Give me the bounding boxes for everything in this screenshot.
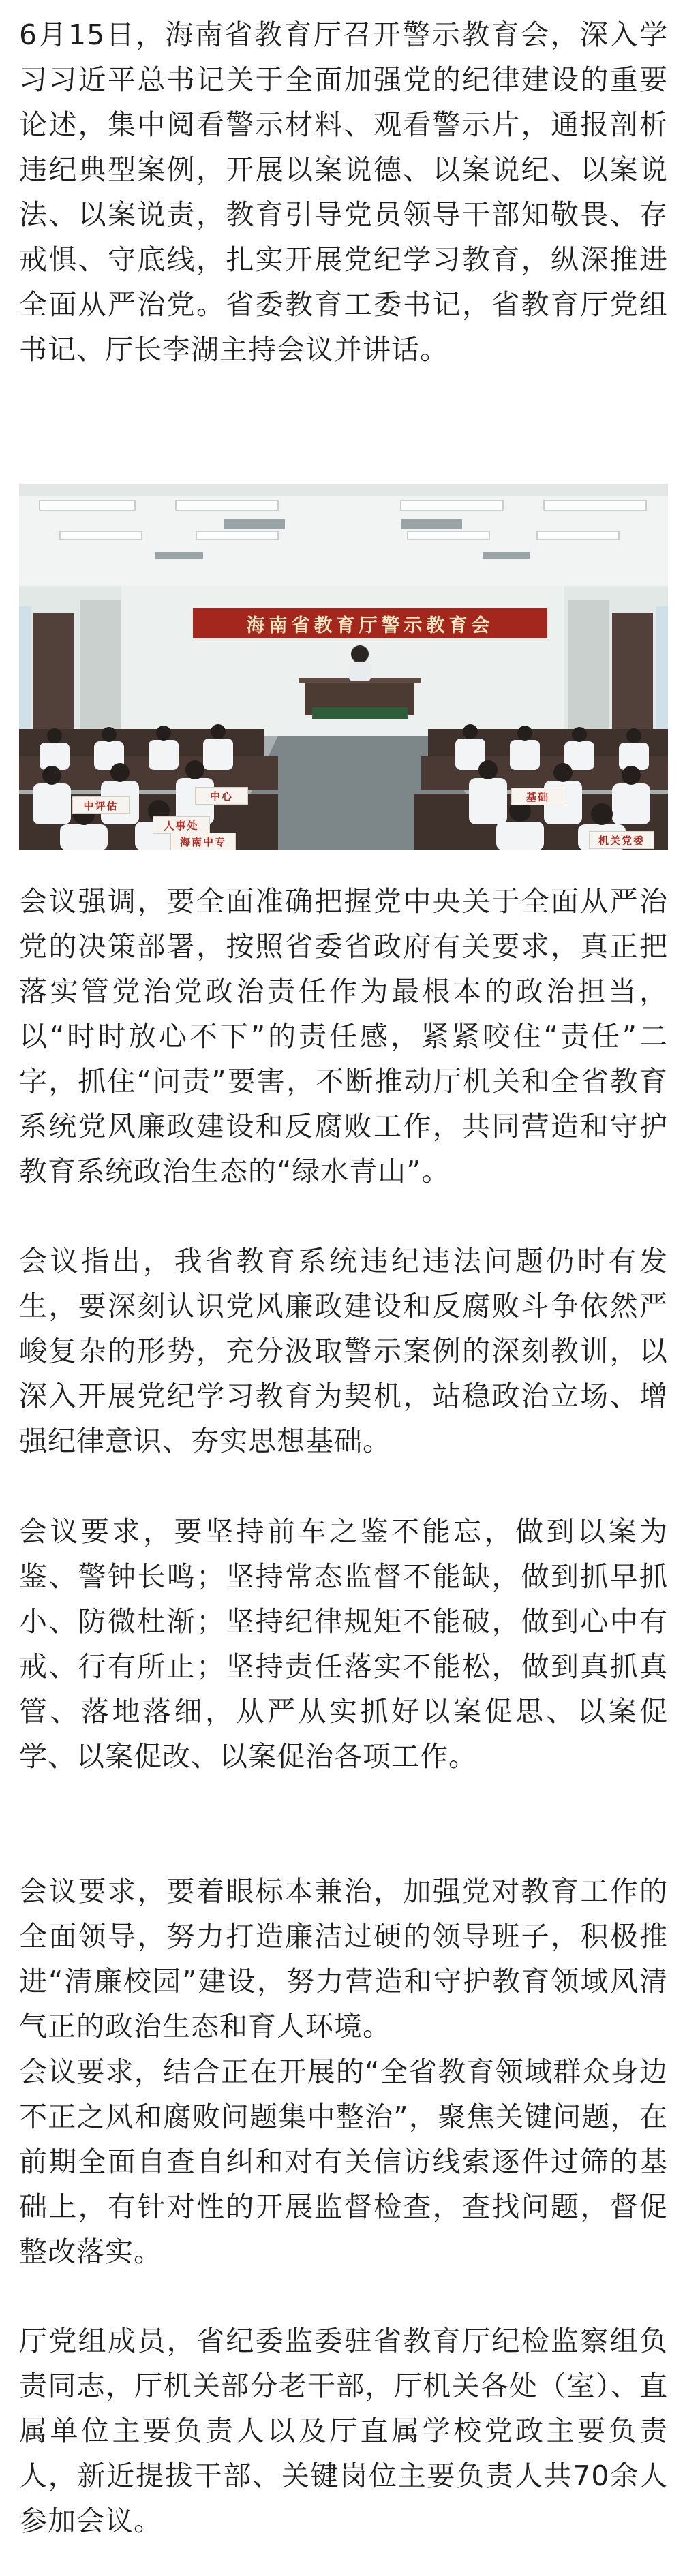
article-paragraph-2: 会议强调，要全面准确把握党中央关于全面从严治党的决策部署，按照省委省政府有关要求，真正把落实管党治党政治责任作为最根本的政治担当，以“时时放心不下”的责任感，紧紧咬住“责任”二字，抓住“问责”要害，不断推动厅机关和全省教育系统党风廉政建设和反腐败工作，共同营造和守护教育系统政治生态的“绿水青山”。 [19,885,668,1188]
article-paragraph-1: 6月15日，海南省教育厅召开警示教育会，深入学习习近平总书记关于全面加强党的纪律建设的重要论述，集中阅看警示材料、观看警示片，通报剖析违纪典型案例，开展以案说德、以案说纪、以案说法、以案说责，教育引导党员领导干部知敬畏、存戒惧、守底线，扎实开展党纪学习教育，纵深推进全面从严治党。省委教育工委书记，省教育厅党组书记、厅长李湖主持会议并讲话。 [19,18,668,366]
article-paragraph-4: 会议要求，要坚持前车之鉴不能忘，做到以案为鉴、警钟长鸣；坚持常态监督不能缺，做到抓早抓小、防微杜渐；坚持纪律规矩不能破，做到心中有戒、行有所止；坚持责任落实不能松，做到真抓真管、落地落细，从严从实抓好以案促思、以案促学、以案促改、以案促治各项工作。 [19,1515,668,1773]
nameplate: 中心 [195,787,248,805]
photo-banner-text: 海南省教育厅警示教育会 [246,615,494,636]
meeting-photo-illustration [19,484,668,850]
nameplate: 海南中专 [170,833,236,850]
nameplate: 中评估 [72,796,130,814]
nameplate: 人事处 [153,816,210,834]
meeting-photo [19,484,668,850]
article-paragraph-6: 会议要求，结合正在开展的“全省教育领域群众身边不正之风和腐败问题集中整治”，聚焦关键问题，在前期全面自查自纠和对有关信访线索逐件过筛的基础上，有针对性的开展监督检查，查找问题，督促整改落实。 [19,2055,668,2268]
article-paragraph-5: 会议要求，要着眼标本兼治，加强党对教育工作的全面领导，努力打造廉洁过硬的领导班子，积极推进“清廉校园”建设，努力营造和守护教育领域风清气正的政治生态和育人环境。 [19,1875,668,2043]
nameplate: 机关党委 [589,831,654,849]
article-paragraph-7: 厅党组成员，省纪委监委驻省教育厅纪检监察组负责同志，厅机关部分老干部，厅机关各处（室）、直属单位主要负责人以及厅直属学校党政主要负责人，新近提拔干部、关键岗位主要负责人共70余人参加会议。 [19,2325,668,2537]
article-paragraph-3: 会议指出，我省教育系统违纪违法问题仍时有发生，要深刻认识党风廉政建设和反腐败斗争依然严峻复杂的形势，充分汲取警示案例的深刻教训，以深入开展党纪学习教育为契机，站稳政治立场、增强纪律意识、夯实思想基础。 [19,1245,668,1457]
nameplate: 基础 [511,788,564,805]
